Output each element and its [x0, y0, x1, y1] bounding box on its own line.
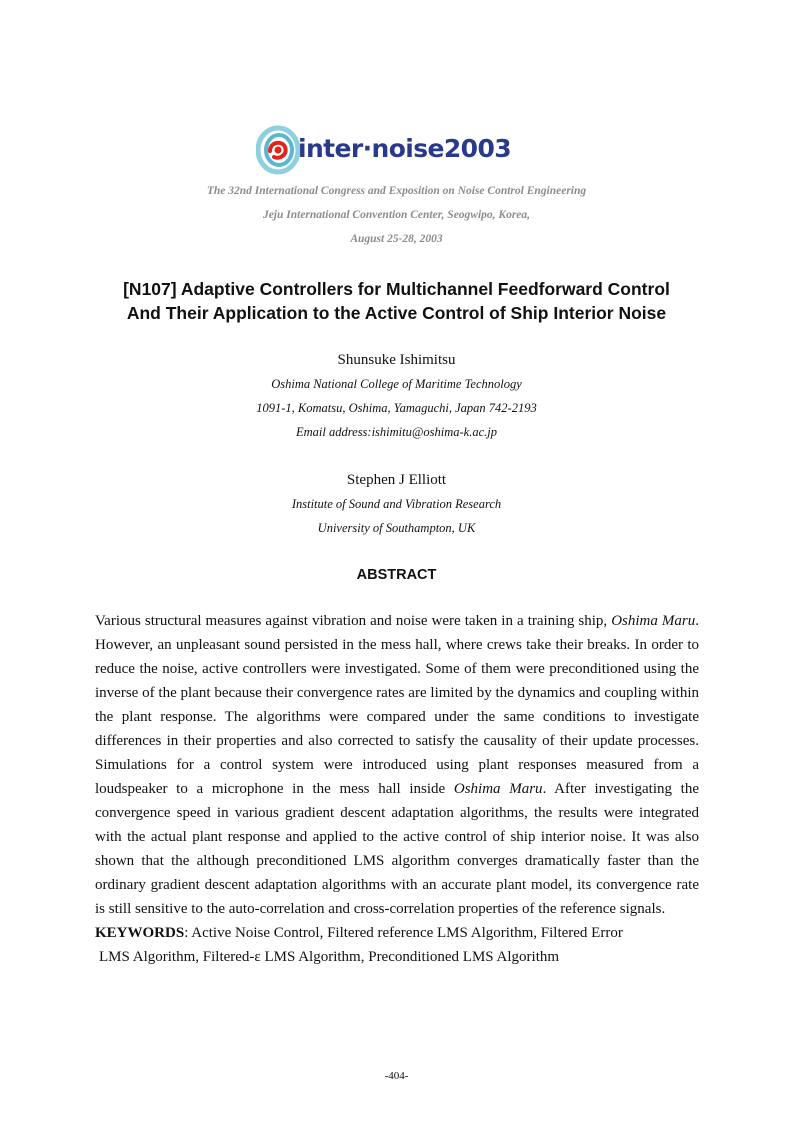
abstract-section	[95, 609, 699, 969]
abstract-text-1: Various structural measures against vibration and noise were taken in a training ship,	[95, 613, 612, 629]
paper-title-line-1: [N107] Adaptive Controllers for Multichannel Feedforward Control	[123, 279, 670, 299]
author-1-email: Email address:ishimitu@oshima-k.ac.jp	[296, 425, 497, 439]
keywords-line-1	[95, 921, 699, 945]
ship-name-1: Oshima Maru	[611, 613, 696, 629]
conference-logo	[256, 120, 546, 178]
abstract-body	[95, 609, 699, 921]
abstract-heading: ABSTRACT	[356, 567, 437, 583]
conference-name: The 32nd International Congress and Exposition on Noise Control Engineering	[206, 185, 587, 197]
author-2-institution: Institute of Sound and Vibration Research	[291, 497, 502, 511]
ship-name-2: Oshima Maru	[453, 781, 543, 797]
author-name-2: Stephen J Elliott	[346, 472, 447, 488]
conference-dates: August 25-28, 2003	[350, 233, 443, 245]
conference-venue: Jeju International Convention Center, Seogwipo, Korea,	[262, 209, 531, 221]
author-1-institution: Oshima National College of Maritime Technology	[271, 377, 522, 391]
page-number: -404-	[384, 1070, 409, 1082]
author-2-university: University of Southampton, UK	[317, 521, 476, 535]
keywords-line-2: LMS Algorithm, Filtered-ε LMS Algorithm, Preconditioned LMS Algorithm	[99, 949, 560, 965]
abstract-text-2: . However, an unpleasant sound persisted in the mess hall, where crews take their breaks. In order to reduce the noise, active controllers were investigated. Some of them were preconditioned using the inverse of the plant because their convergence rates are limited by the dynamics and coupling within the plant response. The algorithms were compared under the same conditions to investigate differences in their properties and also corrected to satisfy the causality of their update processes. Simulations for a control system were introduced using plant responses measured from a loudspeaker to a microphone in the mess hall inside	[95, 613, 700, 797]
keywords-text-1: : Active Noise Control, Filtered reference LMS Algorithm, Filtered Error	[184, 925, 623, 941]
logo-text: inter·noise2003	[298, 134, 512, 163]
author-1-address: 1091-1, Komatsu, Oshima, Yamaguchi, Japan 742-2193	[256, 401, 537, 415]
keywords-label: KEYWORDS	[95, 925, 185, 941]
paper-title-line-2: And Their Application to the Active Control of Ship Interior Noise	[126, 303, 667, 323]
abstract-text-3: . After investigating the convergence speed in various gradient descent adaptation algorithms, the results were integrated with the actual plant response and applied to the active control of ship interior noise. It was also shown that the although preconditioned LMS algorithm converges dramatically faster than the ordinary gradient descent adaptation algorithms with an accurate plant model, its convergence rate is still sensitive to the auto-correlation and cross-correlation properties of the reference signals.	[95, 781, 699, 917]
swirl-logo-icon	[256, 120, 302, 178]
author-name-1: Shunsuke Ishimitsu	[337, 352, 456, 368]
